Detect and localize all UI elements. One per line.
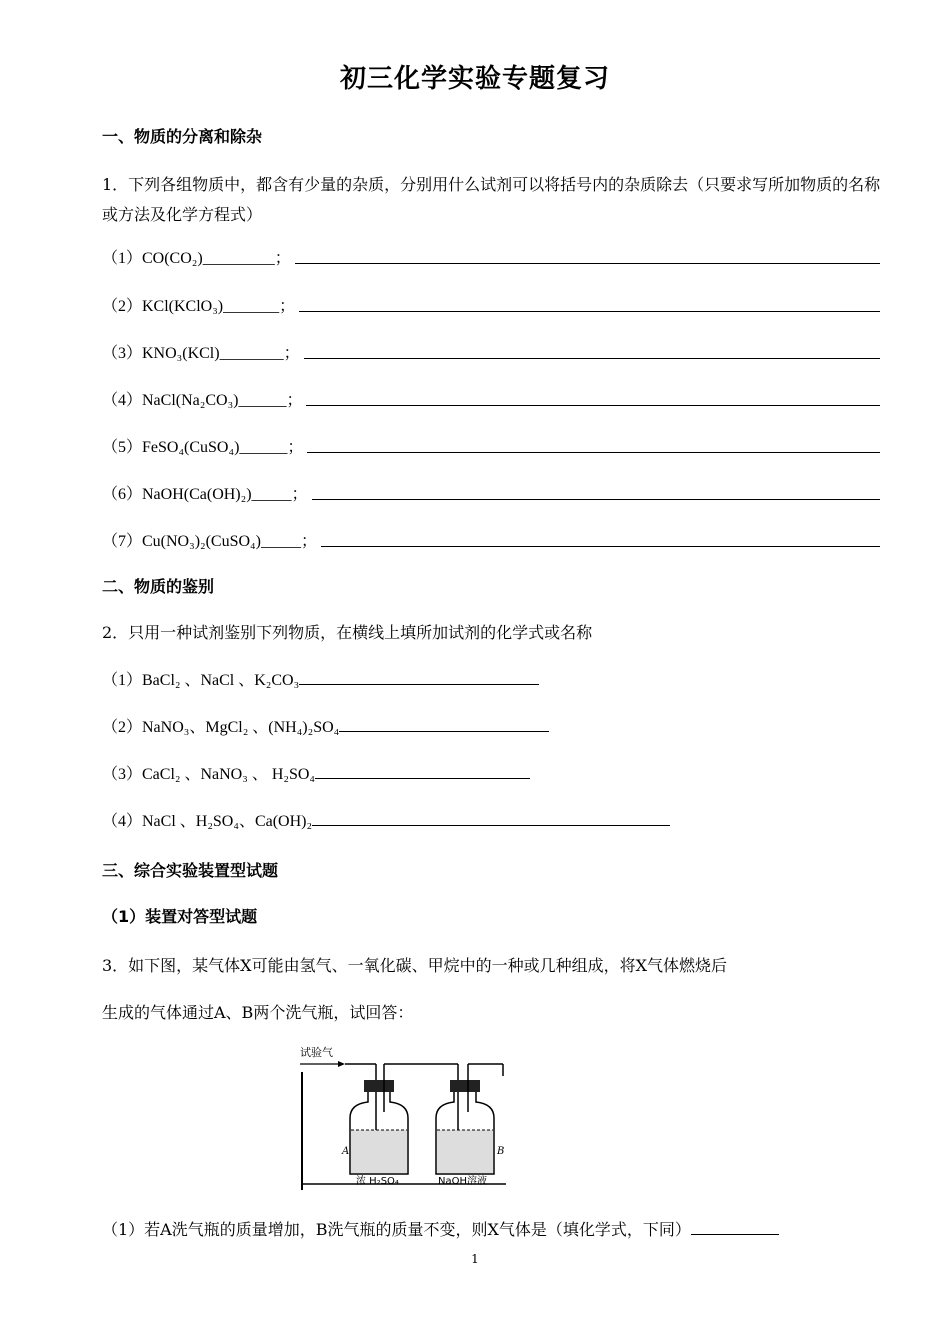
q1-item-7 [102,527,880,551]
q2-item-2 [102,717,549,739]
question-3-line-2: 生成的气体通过A、B两个洗气瓶，试回答： [102,1003,414,1022]
answer-line [312,498,880,500]
figure-bottle-a-label: A [342,1146,350,1157]
q2-item-4 [102,811,670,833]
q1-item-3 [102,339,880,363]
answer-line [295,262,880,264]
answer-line [312,824,670,826]
figure-gas-label: 试验气 [300,1046,333,1059]
section-2-heading: 二、物质的鉴别 [102,577,215,596]
answer-line [306,404,880,406]
q2-item-4-label: （4）NaCl 、H₂SO₄、Ca(OH)₂ [102,813,313,830]
answer-line [691,1233,779,1235]
answer-line [304,357,880,359]
q2-item-2-label: （2）NaNO₃、MgCl₂ 、(NH₄)₂SO₄ [102,719,340,736]
q1-item-1-label: （1）CO(CO₂)_________； [102,250,291,267]
answer-line [315,777,530,779]
figure-bottle-a-content: 浓 H₂SO₄ [356,1176,399,1187]
q1-item-5 [102,433,880,457]
section-1-heading: 一、物质的分离和除杂 [102,127,263,146]
q2-item-1 [102,670,539,692]
section-3-heading: 三、综合实验装置型试题 [102,861,279,880]
q2-item-3 [102,764,530,786]
answer-line [321,545,880,547]
q1-item-2-label: （2）KCl(KClO₃)_______； [102,298,296,315]
gas-washing-apparatus-figure [298,1042,510,1192]
q1-item-7-label: （7）Cu(NO₃)₂(CuSO₄)_____； [102,533,317,550]
q2-item-1-label: （1）BaCl₂ 、NaCl 、K₂CO₃ [102,672,300,689]
question-3-sub-1-text: （1）若A洗气瓶的质量增加，B洗气瓶的质量不变，则X气体是（填化学式，下同） [102,1220,691,1239]
q2-item-3-label: （3）CaCl₂ 、NaNO₃ 、 H₂SO₄ [102,766,315,783]
q1-item-4-label: （4）NaCl(Na₂CO₃)______； [102,392,303,409]
answer-line [299,310,880,312]
question-3-sub-1 [102,1219,779,1241]
q1-item-3-label: （3）KNO₃(KCl)________； [102,345,300,362]
q1-item-1 [102,244,880,268]
q1-item-4 [102,386,880,410]
section-3-subheading: （1）装置对答型试题 [102,907,258,926]
q1-item-6 [102,480,880,504]
q1-item-6-label: （6）NaOH(Ca(OH)₂)_____； [102,486,308,503]
q1-item-2 [102,292,880,316]
page-title: 初三化学实验专题复习 [339,64,610,94]
question-3-line-1: 3．如下图，某气体X可能由氢气、一氧化碳、甲烷中的一种或几种组成，将X气体燃烧后 [102,956,727,975]
question-1-text: 1．下列各组物质中，都含有少量的杂质，分别用什么试剂可以将括号内的杂质除去（只要求写所加物质的名称或方法及化学方程式） [102,175,881,224]
page-number: 1 [471,1252,479,1266]
question-2-text: 2．只用一种试剂鉴别下列物质，在横线上填所加试剂的化学式或名称 [102,623,593,642]
figure-bottle-b-label: B [497,1146,505,1157]
answer-line [307,451,880,453]
figure-bottle-b-content: NaOH溶液 [438,1176,487,1187]
q1-item-5-label: （5）FeSO₄(CuSO₄)______； [102,439,304,456]
answer-line [299,683,539,685]
answer-line [339,730,549,732]
